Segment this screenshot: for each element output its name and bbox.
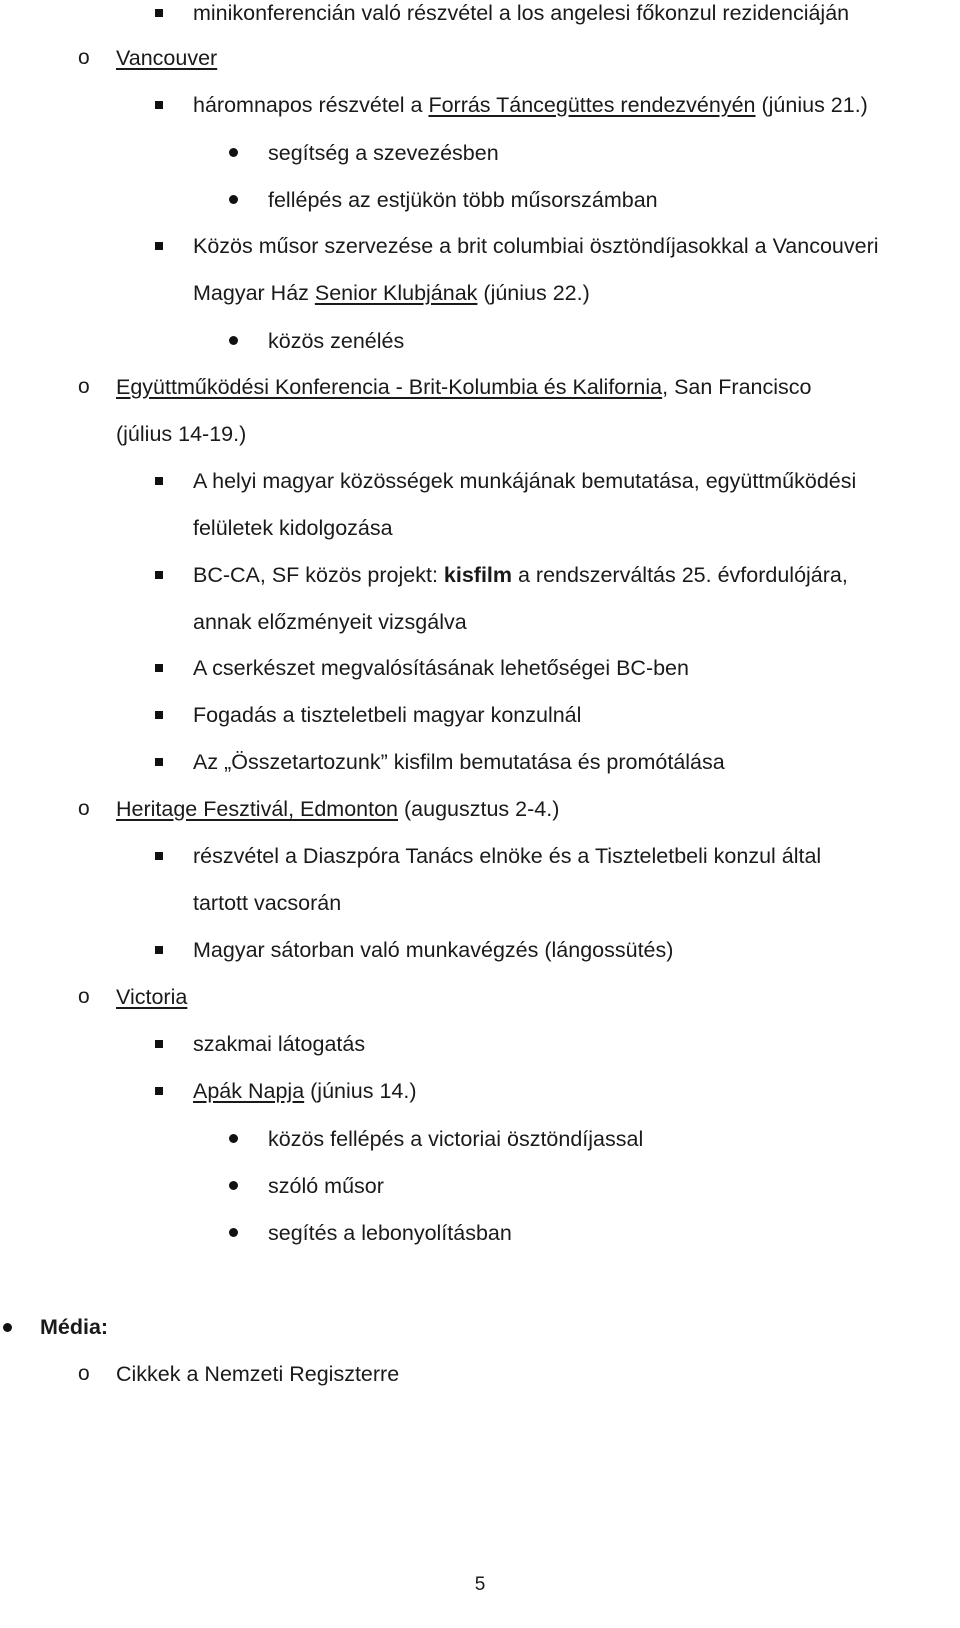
square-bullet-icon [155, 477, 163, 485]
link-vancouver[interactable]: Vancouver [116, 46, 218, 70]
link-egyuttmukodesi-konferencia[interactable]: Együttműködési Konferencia - Brit-Kolumbia és Kalifornia [116, 375, 663, 399]
dot-bullet-icon [229, 336, 238, 345]
dot-bullet-icon [3, 1323, 12, 1332]
list-item-osszetartozunk: Az „Összetartozunk” kisfilm bemutatása és promótálása [193, 750, 725, 774]
link-senior-klub[interactable]: Senior Klubjának [314, 281, 478, 305]
list-item-kozos-fellepes: közös fellépés a victoriai ösztöndíjassal [268, 1127, 644, 1151]
square-bullet-icon [155, 9, 163, 17]
section-heading-media: Média: [40, 1315, 109, 1339]
circle-bullet-icon: o [78, 1362, 90, 1385]
list-item-egyuttmukodesi-date: (július 14-19.) [116, 422, 247, 446]
list-item-heritage: Heritage Fesztivál, Edmonton (augusztus 2-4.) [116, 797, 560, 821]
list-item-bcca-line2: annak előzményeit vizsgálva [193, 610, 467, 634]
square-bullet-icon [155, 946, 163, 954]
list-item-kozos-zeneles: közös zenélés [268, 329, 405, 353]
list-item-apak-napja: Apák Napja (június 14.) [193, 1079, 417, 1103]
dot-bullet-icon [229, 1134, 238, 1143]
list-item-szolo: szóló műsor [268, 1174, 384, 1198]
circle-bullet-icon: o [78, 46, 90, 69]
circle-bullet-icon: o [78, 797, 90, 820]
list-item-magyar-sator: Magyar sátorban való munkavégzés (lángossütés) [193, 938, 674, 962]
square-bullet-icon [155, 711, 163, 719]
list-item-cikkek: Cikkek a Nemzeti Regiszterre [116, 1362, 400, 1386]
square-bullet-icon [155, 758, 163, 766]
list-item-segites: segítés a lebonyolításban [268, 1221, 512, 1245]
list-item-kozos-musor-line1: Közös műsor szervezése a brit columbiai ösztöndíjasokkal a Vancouveri [193, 234, 879, 258]
square-bullet-icon [155, 242, 163, 250]
circle-bullet-icon: o [78, 985, 90, 1008]
list-item-minikonferencia: minikonferencián való részvétel a los angelesi főkonzul rezidenciáján [193, 1, 850, 25]
circle-bullet-icon: o [78, 375, 90, 398]
list-item-kozos-musor-line2: Magyar Ház Senior Klubjának (június 22.) [193, 281, 590, 305]
link-heritage-fesztival[interactable]: Heritage Fesztivál, Edmonton [116, 797, 399, 821]
list-item-szakmai: szakmai látogatás [193, 1032, 366, 1056]
dot-bullet-icon [229, 1228, 238, 1237]
square-bullet-icon [155, 852, 163, 860]
square-bullet-icon [155, 101, 163, 109]
page-number: 5 [474, 1574, 486, 1595]
square-bullet-icon [155, 571, 163, 579]
link-apak-napja[interactable]: Apák Napja [193, 1079, 305, 1103]
link-forras-tancegyuttes[interactable]: Forrás Táncegüttes rendezvényén [428, 93, 756, 117]
list-item-segitseg-szervezes: segítség a szevezésben [268, 141, 499, 165]
link-victoria[interactable]: Victoria [116, 985, 188, 1009]
list-item-egyuttmukodesi-konferencia: Együttműködési Konferencia - Brit-Kolumbia és Kalifornia, San Francisco [116, 375, 812, 399]
square-bullet-icon [155, 664, 163, 672]
list-item-fellepes-estjukon: fellépés az estjükön több műsorszámban [268, 188, 658, 212]
list-item-fogadas: Fogadás a tiszteletbeli magyar konzulnál [193, 703, 582, 727]
list-item-helyi-magyar-line1: A helyi magyar közösségek munkájának bemutatása, együttműködési [193, 469, 857, 493]
dot-bullet-icon [229, 195, 238, 204]
square-bullet-icon [155, 1087, 163, 1095]
list-item-cserkeszet: A cserkészet megvalósításának lehetőségei BC-ben [193, 656, 689, 680]
dot-bullet-icon [229, 148, 238, 157]
list-item-diaszpora-line1: részvétel a Diaszpóra Tanács elnöke és a Tiszteletbeli konzul által [193, 844, 822, 868]
square-bullet-icon [155, 1040, 163, 1048]
list-item-diaszpora-line2: tartott vacsorán [193, 891, 342, 915]
list-item-haromnapos: háromnapos részvétel a Forrás Táncegüttes rendezvényén (június 21.) [193, 93, 868, 117]
list-item-bcca-line1: BC-CA, SF közös projekt: kisfilm a rendszerváltás 25. évfordulójára, [193, 563, 848, 587]
dot-bullet-icon [229, 1181, 238, 1190]
list-item-helyi-magyar-line2: felületek kidolgozása [193, 516, 393, 540]
